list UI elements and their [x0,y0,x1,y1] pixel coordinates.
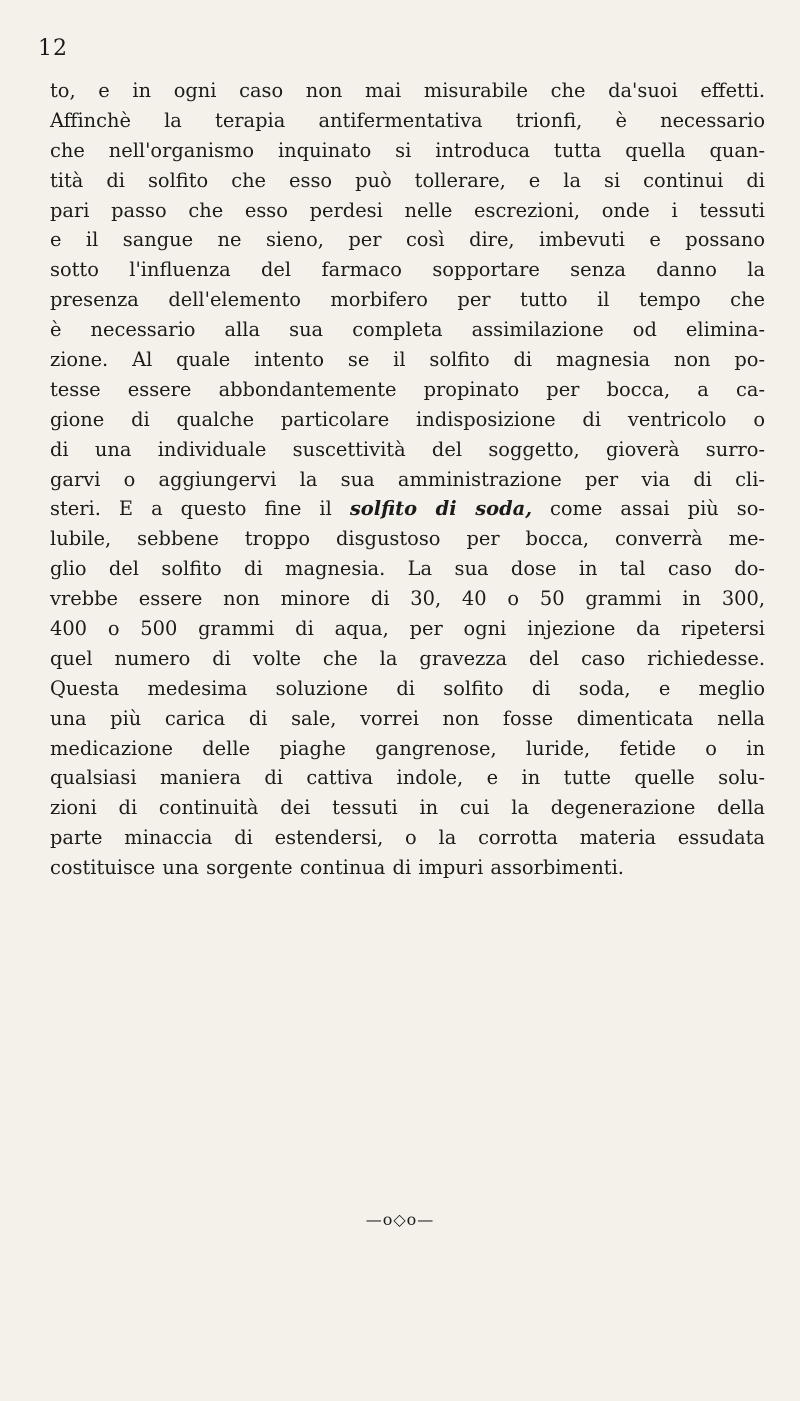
text-line: vrebbe essere non minore di 30, 40 o 50 grammi in 300, [50,587,765,611]
text-line: gione di qualche particolare indisposizione di ventricolo o [50,407,765,431]
text-line: è necessario alla sua completa assimilazione od elimina- [50,318,765,342]
text-line: qualsiasi maniera di cattiva indole, e in tutte quelle solu- [50,766,765,790]
text-line: glio del solfito di magnesia. La sua dose in tal caso do- [50,557,765,581]
text-line: zione. Al quale intento se il solfito di magnesia non po- [50,348,765,372]
end-ornament: —o◇o— [365,1210,435,1229]
text-line: presenza dell'elemento morbifero per tutto il tempo che [50,288,765,312]
text-line: parte minaccia di estendersi, o la corrotta materia essudata [50,826,765,850]
text-line: e il sangue ne sieno, per così dire, imbevuti e possano [50,228,765,252]
body-text [50,76,765,883]
text-line: costituisce una sorgente continua di impuri assorbimenti. [50,856,624,880]
text-line: che nell'organismo inquinato si introduca tutta quella quan- [50,138,765,162]
text-line: 400 o 500 grammi di aqua, per ogni injezione da ripetersi [50,617,765,641]
text-line: steri. E a questo fine il solfito di soda, come assai più so- [50,497,765,521]
text-line: Questa medesima soluzione di solfito di soda, e meglio [50,676,765,700]
text-line: medicazione delle piaghe gangrenose, luride, fetide o in [50,736,765,760]
text-line: pari passo che esso perdesi nelle escrezioni, onde i tessuti [50,198,765,222]
text-line: quel numero di volte che la gravezza del caso richiedesse. [50,646,765,670]
text-line: zioni di continuità dei tessuti in cui la degenerazione della [50,796,765,820]
text-line: lubile, sebbene troppo disgustoso per bocca, converrà me- [50,527,765,551]
text-line: Affinchè la terapia antifermentativa trionfi, è necessario [50,108,765,132]
text-line: una più carica di sale, vorrei non fosse dimenticata nella [50,706,765,730]
text-line: sotto l'influenza del farmaco sopportare senza danno la [50,258,765,282]
text-line: to, e in ogni caso non mai misurabile che da'suoi effetti. [50,79,765,102]
text-line: garvi o aggiungervi la sua amministrazione per via di cli- [50,467,765,491]
text-line: di una individuale suscettività del soggetto, gioverà surro- [50,437,765,461]
emphasis-text: solfito di soda, [349,497,532,521]
text-line: tesse essere abbondantemente propinato per bocca, a ca- [50,377,765,401]
text-line: tità di solfito che esso può tollerare, e la si continui di [50,168,765,192]
page-number: 12 [38,36,68,61]
